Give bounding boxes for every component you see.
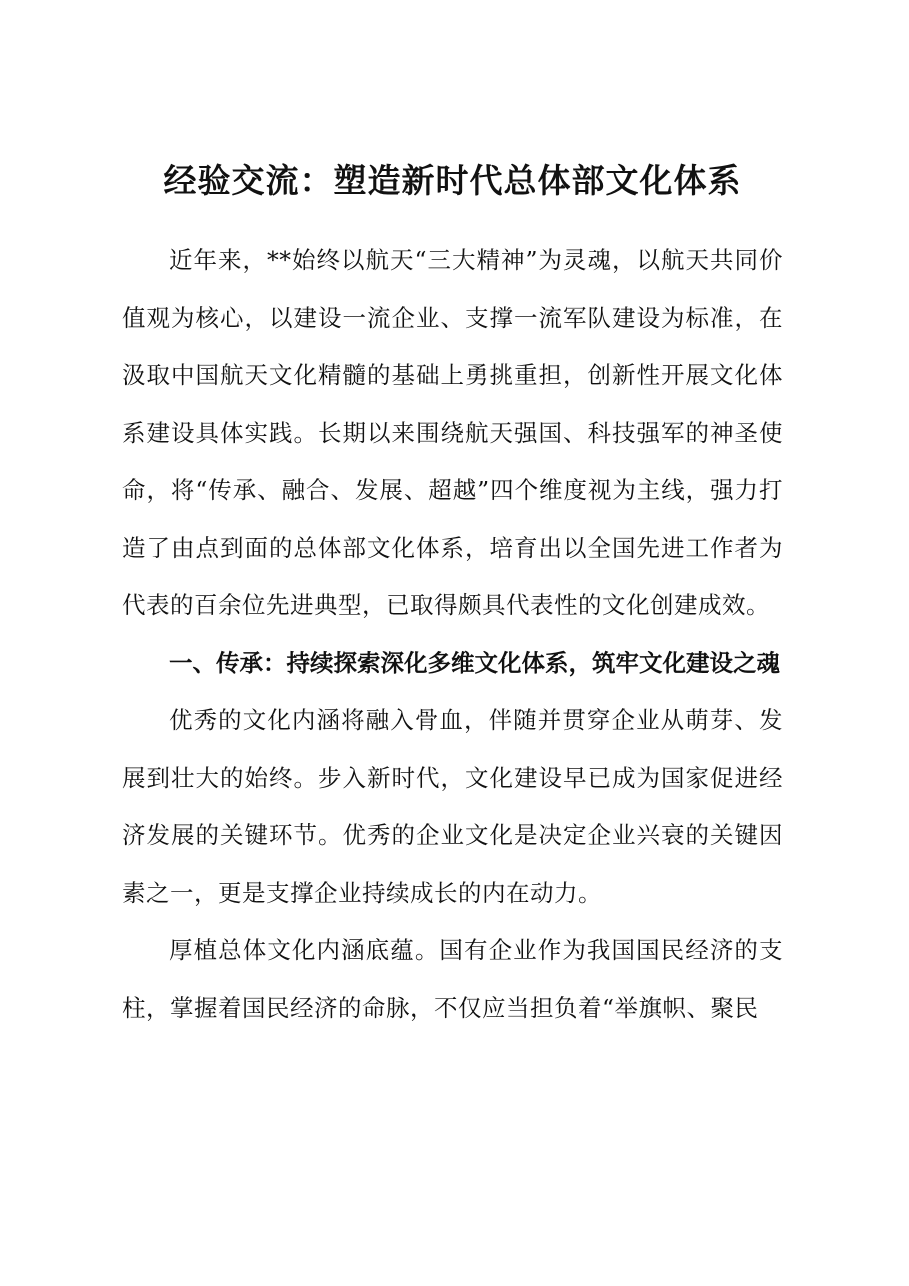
- intro-paragraph: 近年来，**始终以航天“三大精神”为灵魂，以航天共同价值观为核心，以建设一流企业、支撑一流军队建设为标准，在汲取中国航天文化精髓的基础上勇挑重担，创新性开展文化体系建设具体实践。长期以来围绕航天强国、科技强军的神圣使命，将“传承、融合、发展、超越”四个维度视为主线，强力打造了由点到面的总体部文化体系，培育出以全国先进工作者为代表的百余位先进典型，已取得颇具代表性的文化创建成效。: [122, 246, 783, 619]
- section-paragraph-1: 优秀的文化内涵将融入骨血，伴随并贯穿企业从萌芽、发展到壮大的始终。步入新时代，文化建设早已成为国家促进经济发展的关键环节。优秀的企业文化是决定企业兴衰的关键因素之一，更是支撑企业持续成长的内在动力。: [122, 706, 783, 907]
- document-title: 经验交流：塑造新时代总体部文化体系: [163, 161, 742, 200]
- section-paragraph-2: 厚植总体文化内涵底蕴。国有企业作为我国国民经济的支柱，掌握着国民经济的命脉，不仅应当担负着“举旗帜、聚民: [122, 936, 783, 1022]
- document-page: [122, 148, 783, 1037]
- section-heading: 一、传承：持续探索深化多维文化体系，筑牢文化建设之魂: [169, 648, 780, 677]
